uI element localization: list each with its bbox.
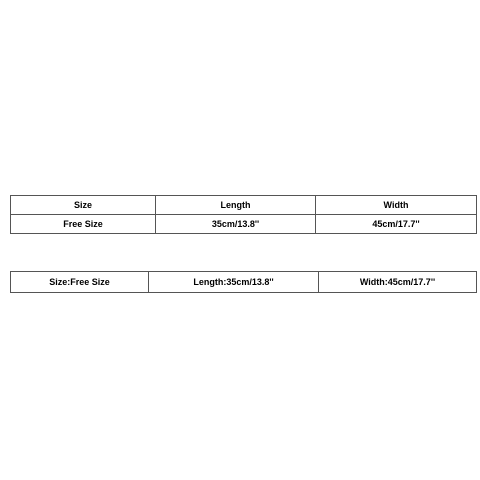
header-length: Length: [156, 196, 316, 215]
header-size: Size: [11, 196, 156, 215]
size-table: [10, 195, 477, 234]
cell-size: Free Size: [11, 215, 156, 234]
summary-size: Size:Free Size: [11, 272, 149, 293]
header-width: Width: [316, 196, 477, 215]
cell-length: 35cm/13.8'': [156, 215, 316, 234]
summary-length: Length:35cm/13.8'': [149, 272, 319, 293]
cell-width: 45cm/17.7'': [316, 215, 477, 234]
size-summary-table: [10, 271, 477, 293]
summary-width: Width:45cm/17.7'': [319, 272, 477, 293]
table-row: [11, 272, 477, 293]
table-header-row: [11, 196, 477, 215]
table-row: [11, 215, 477, 234]
